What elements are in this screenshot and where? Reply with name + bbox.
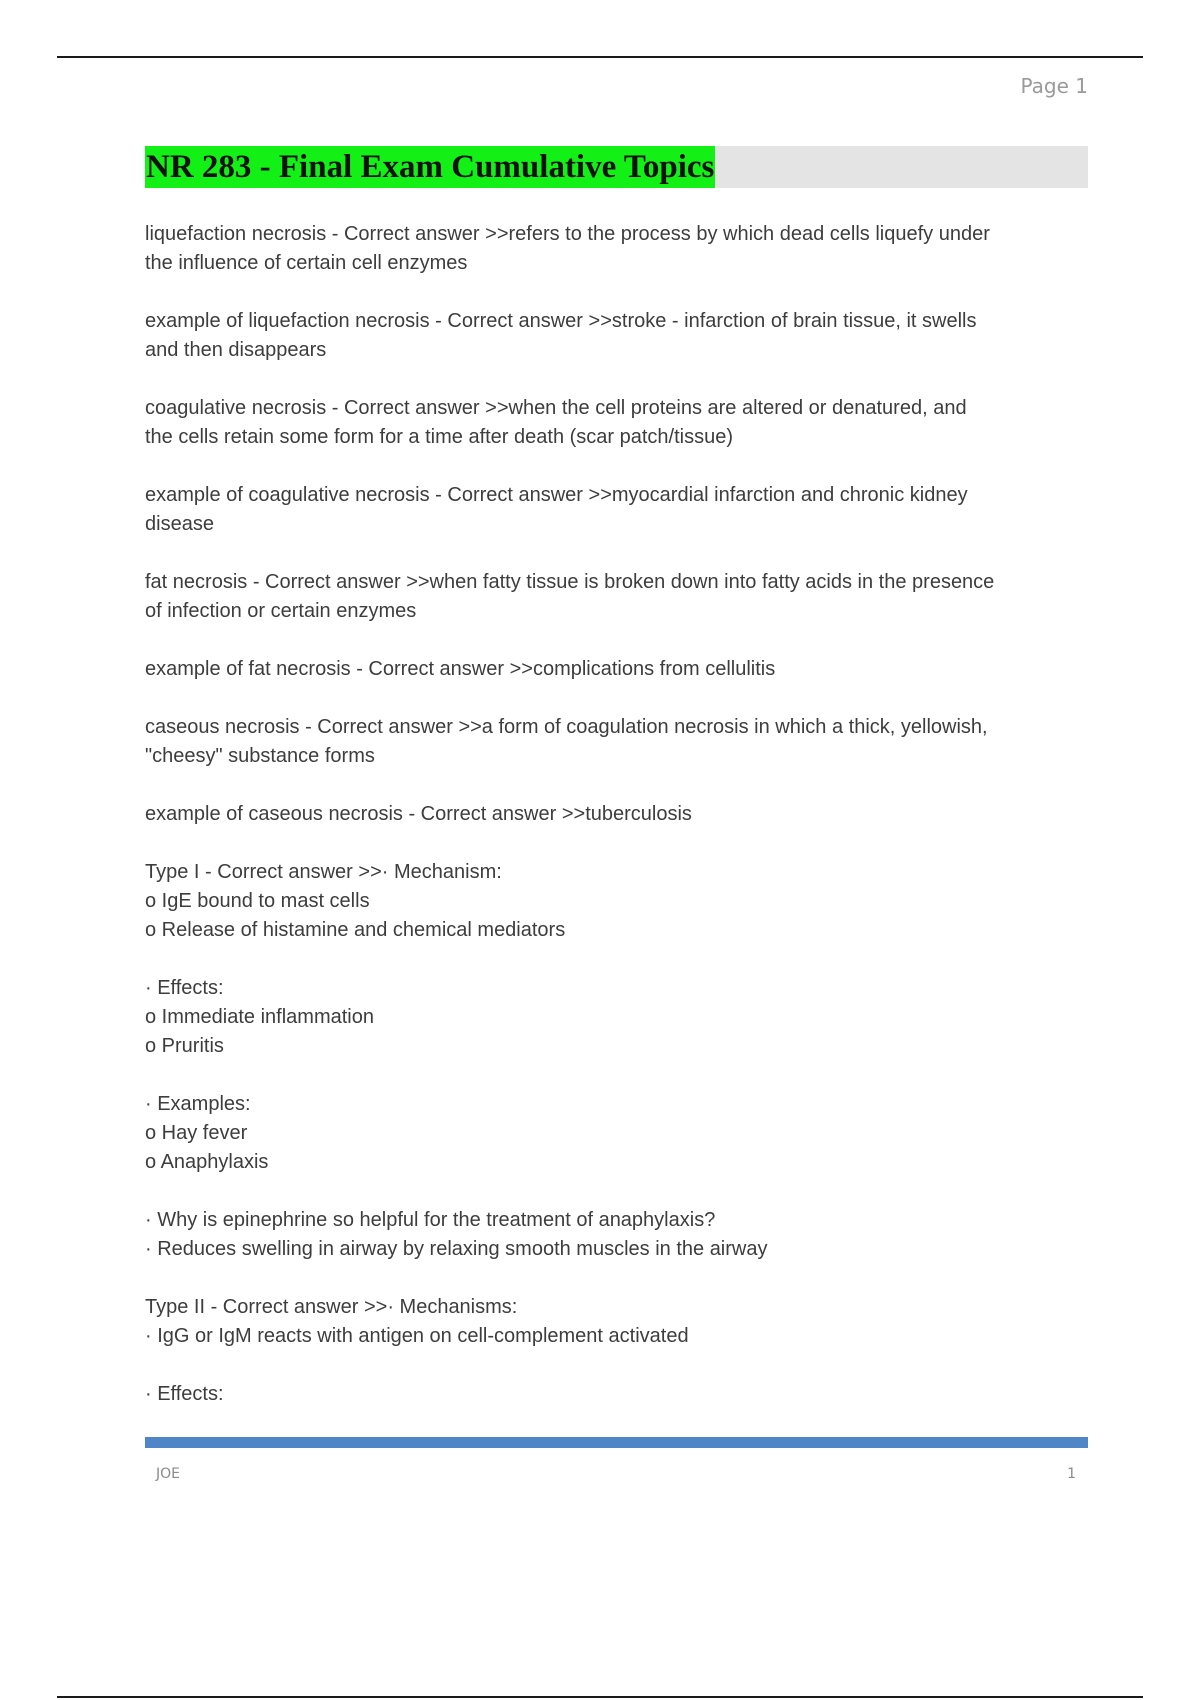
entry-line: · Effects: — [145, 1383, 224, 1405]
footer-author: JOE — [156, 1466, 180, 1482]
footer-bar — [145, 1437, 1088, 1448]
entry-line: disease — [145, 513, 214, 535]
qa-entry — [145, 800, 1095, 829]
qa-entry — [145, 1206, 1095, 1264]
qa-entry — [145, 394, 1095, 452]
entry-line: fat necrosis - Correct answer >>when fatty tissue is broken down into fatty acids in the presence — [145, 571, 995, 593]
entry-line: Type I - Correct answer >>· Mechanism: — [145, 861, 502, 883]
entry-line: example of caseous necrosis - Correct answer >>tuberculosis — [145, 803, 692, 825]
qa-entry — [145, 858, 1095, 945]
entry-line: coagulative necrosis - Correct answer >>when the cell proteins are altered or denatured, and — [145, 397, 967, 419]
qa-entry — [145, 1380, 1095, 1409]
qa-entry — [145, 974, 1095, 1061]
qa-entry — [145, 1293, 1095, 1351]
entry-line: example of fat necrosis - Correct answer >>complications from cellulitis — [145, 658, 776, 680]
entry-line: example of liquefaction necrosis - Correct answer >>stroke - infarction of brain tissue, it swells — [145, 310, 977, 332]
qa-entry — [145, 713, 1095, 771]
page-label: Page 1 — [1020, 74, 1088, 98]
entry-line: of infection or certain enzymes — [145, 600, 417, 622]
qa-entry — [145, 307, 1095, 365]
entry-line: caseous necrosis - Correct answer >>a form of coagulation necrosis in which a thick, yellowish, — [145, 716, 988, 738]
entry-line: · Reduces swelling in airway by relaxing smooth muscles in the airway — [145, 1238, 768, 1260]
entry-line: o Release of histamine and chemical mediators — [145, 919, 566, 941]
entry-line: Type II - Correct answer >>· Mechanisms: — [145, 1296, 518, 1318]
entry-line: the influence of certain cell enzymes — [145, 252, 468, 274]
qa-entry — [145, 655, 1095, 684]
entry-line: o Hay fever — [145, 1122, 248, 1144]
qa-entry — [145, 481, 1095, 539]
entry-line: the cells retain some form for a time after death (scar patch/tissue) — [145, 426, 734, 448]
entry-line: · Effects: — [145, 977, 224, 999]
entry-line: o Anaphylaxis — [145, 1151, 269, 1173]
document-title: NR 283 - Final Exam Cumulative Topics — [145, 146, 715, 188]
entry-line: · Examples: — [145, 1093, 251, 1115]
footer-page-number: 1 — [1067, 1466, 1076, 1482]
entry-line: o Immediate inflammation — [145, 1006, 374, 1028]
document-body — [145, 220, 1095, 1438]
entry-line: "cheesy" substance forms — [145, 745, 375, 767]
entry-line: example of coagulative necrosis - Correct answer >>myocardial infarction and chronic kidney — [145, 484, 968, 506]
bottom-rule — [57, 1696, 1143, 1698]
entry-line: and then disappears — [145, 339, 327, 361]
top-rule — [57, 56, 1143, 58]
entry-line: · Why is epinephrine so helpful for the treatment of anaphylaxis? — [145, 1209, 716, 1231]
entry-line: liquefaction necrosis - Correct answer >>refers to the process by which dead cells liquefy under — [145, 223, 990, 245]
entry-line: o Pruritis — [145, 1035, 224, 1057]
qa-entry — [145, 1090, 1095, 1177]
qa-entry — [145, 568, 1095, 626]
qa-entry — [145, 220, 1095, 278]
entry-line: o IgE bound to mast cells — [145, 890, 370, 912]
entry-line: · IgG or IgM reacts with antigen on cell-complement activated — [145, 1325, 689, 1347]
